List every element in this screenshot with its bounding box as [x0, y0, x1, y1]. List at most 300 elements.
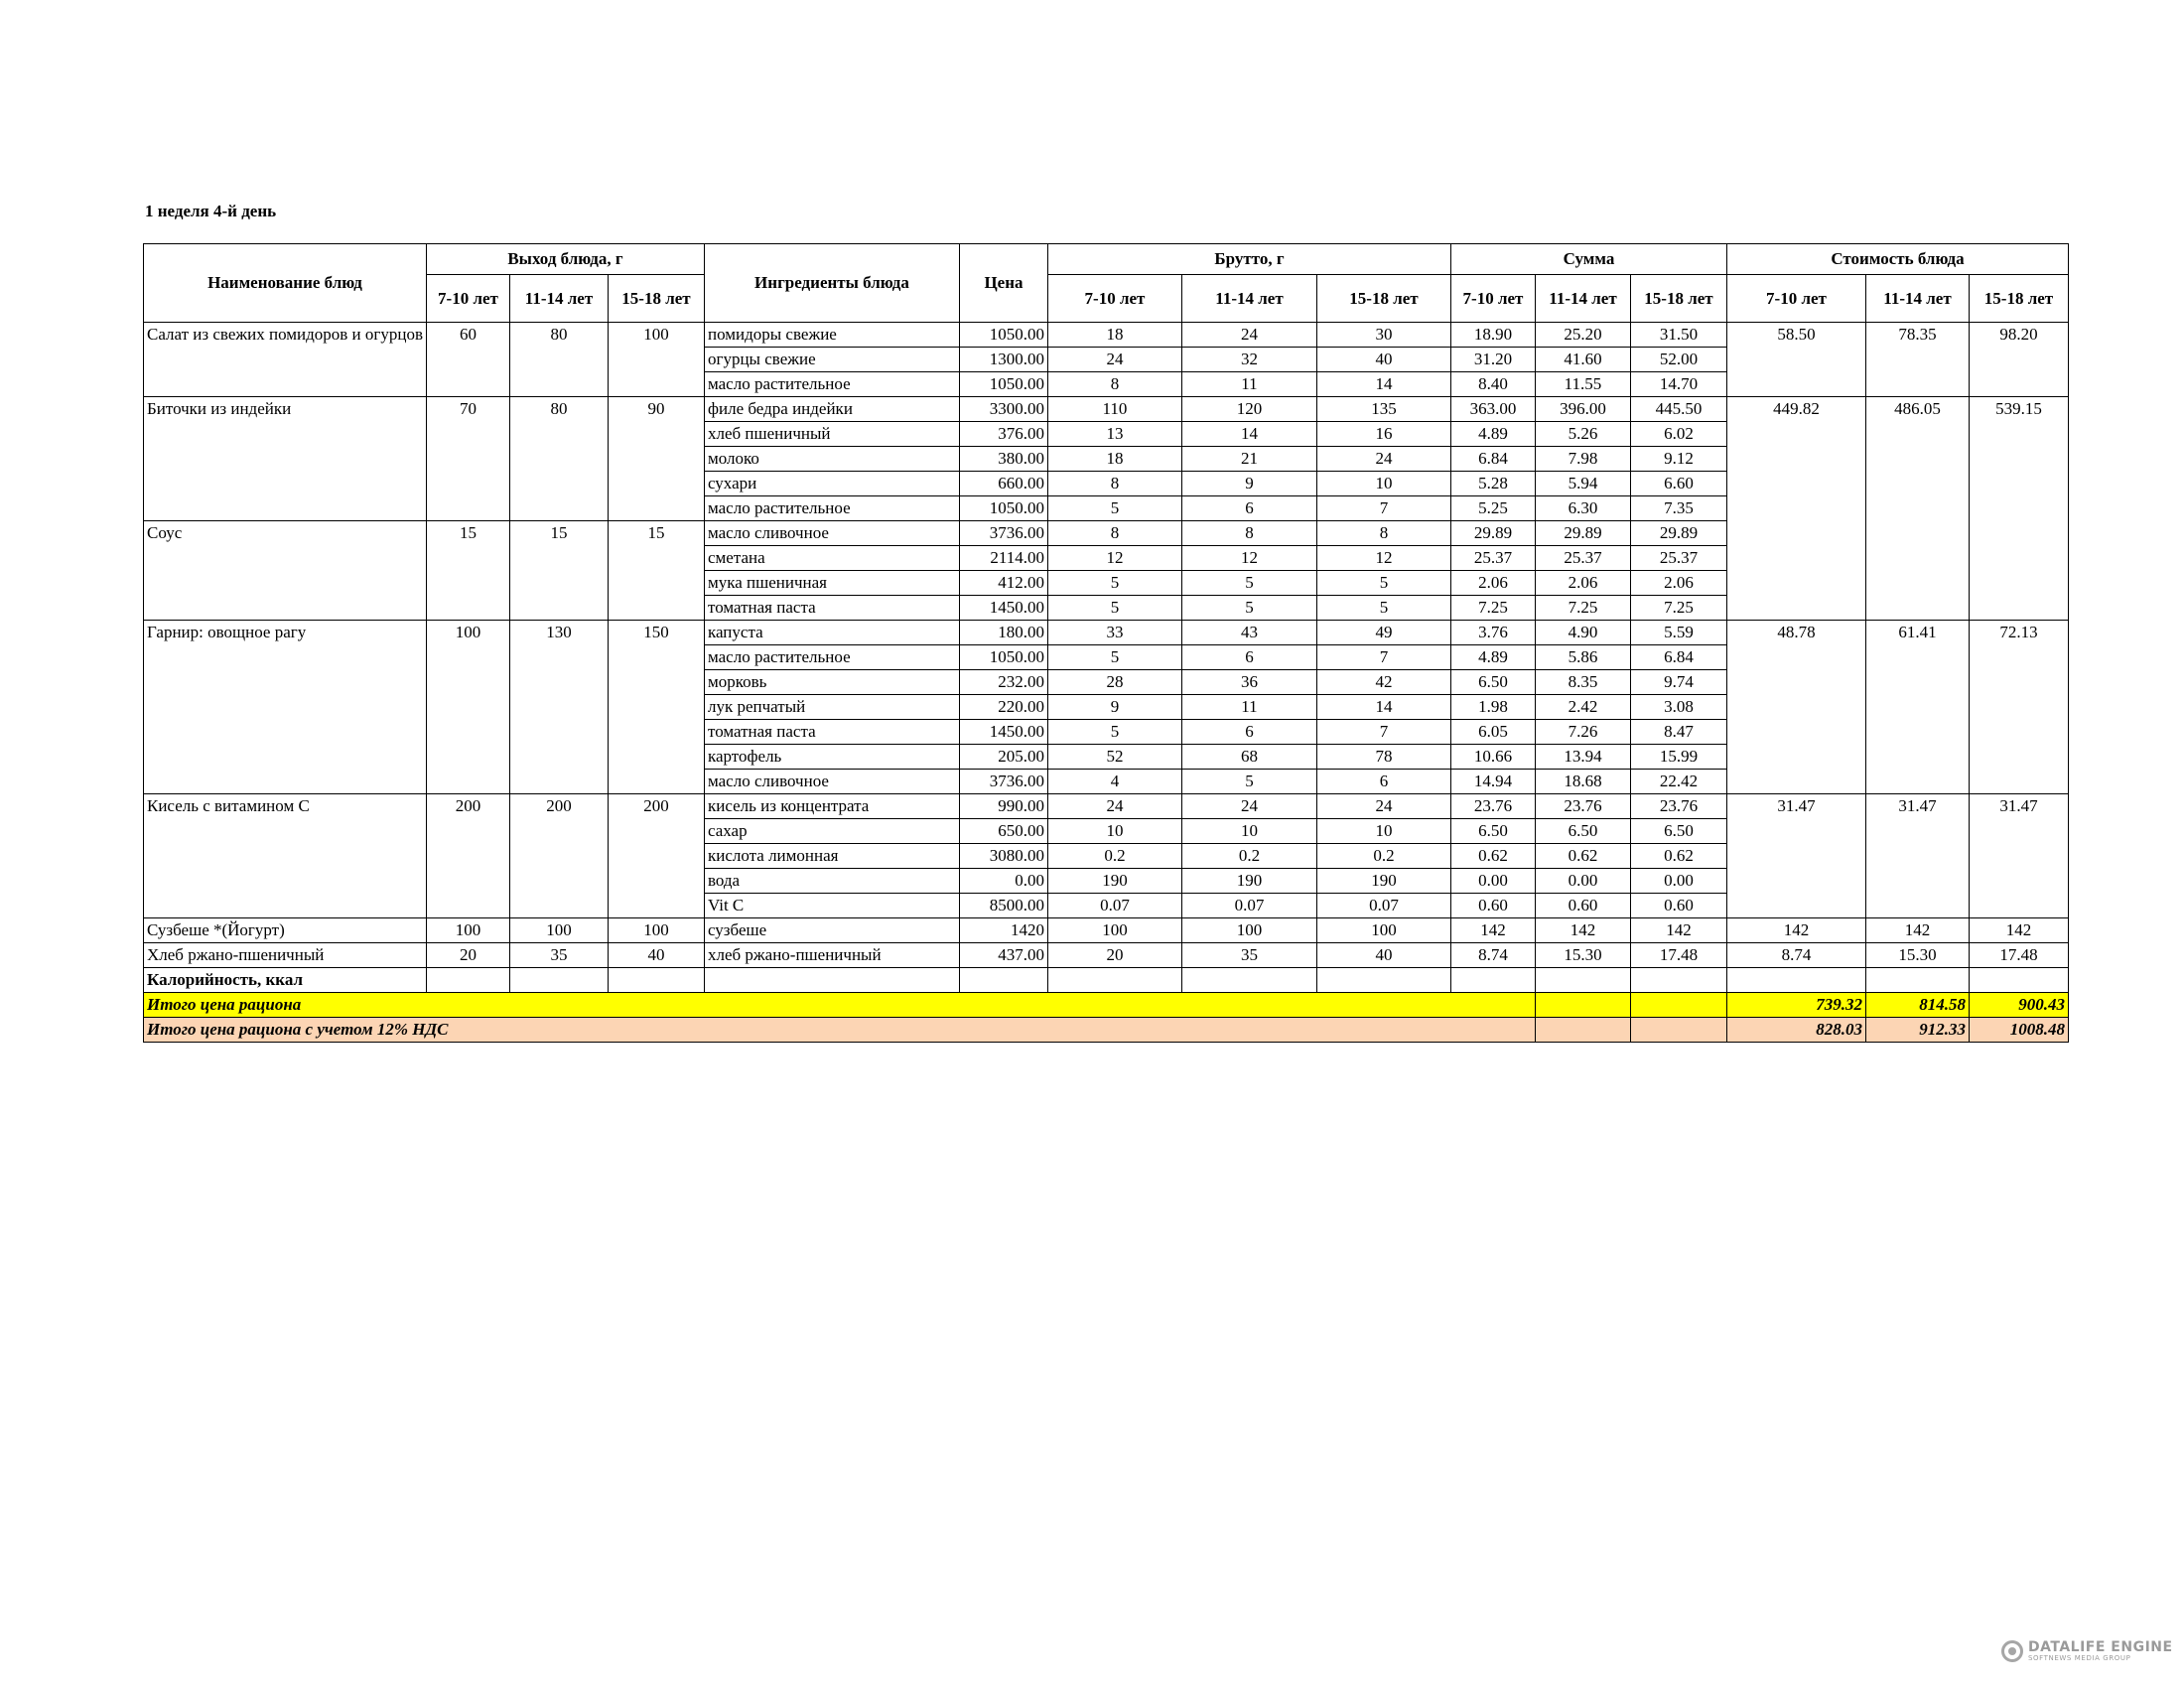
sum-cell: 3.76 [1450, 621, 1535, 645]
empty-cell [1630, 993, 1726, 1018]
gross-cell: 7 [1316, 496, 1450, 521]
sum-cell: 25.37 [1535, 546, 1630, 571]
sum-cell: 0.62 [1630, 844, 1726, 869]
sum-cell: 23.76 [1630, 794, 1726, 819]
output-cell: 70 [426, 397, 509, 521]
gross-cell: 10 [1047, 819, 1181, 844]
gross-cell: 5 [1047, 596, 1181, 621]
gross-cell: 8 [1316, 521, 1450, 546]
ingredient-name-cell: огурцы свежие [704, 348, 959, 372]
total-value-cell: 900.43 [1969, 993, 2068, 1018]
header-price: Цена [959, 244, 1047, 323]
sum-cell: 8.74 [1450, 943, 1535, 968]
sum-cell: 7.25 [1630, 596, 1726, 621]
output-cell: 100 [509, 918, 608, 943]
ingredient-price-cell: 650.00 [959, 819, 1047, 844]
empty-cell [1181, 968, 1316, 993]
sum-cell: 4.89 [1450, 645, 1535, 670]
empty-cell [1726, 968, 1865, 993]
dish-cost-cell: 61.41 [1865, 621, 1969, 794]
ingredient-name-cell: помидоры свежие [704, 323, 959, 348]
gross-cell: 5 [1047, 720, 1181, 745]
gross-cell: 0.2 [1316, 844, 1450, 869]
sum-cell: 6.50 [1450, 819, 1535, 844]
total-row [144, 1018, 2069, 1043]
ingredient-name-cell: филе бедра индейки [704, 397, 959, 422]
empty-cell [1047, 968, 1181, 993]
header-age-group: 7-10 лет [1047, 275, 1181, 323]
output-cell: 80 [509, 397, 608, 521]
gross-cell: 16 [1316, 422, 1450, 447]
ingredient-name-cell: мука пшеничная [704, 571, 959, 596]
gross-cell: 0.07 [1047, 894, 1181, 918]
total-value-cell: 828.03 [1726, 1018, 1865, 1043]
sum-cell: 8.35 [1535, 670, 1630, 695]
dish-cost-cell: 8.74 [1726, 943, 1865, 968]
gross-cell: 9 [1047, 695, 1181, 720]
ingredient-name-cell: сузбеше [704, 918, 959, 943]
empty-cell [1450, 968, 1535, 993]
gross-cell: 52 [1047, 745, 1181, 770]
output-cell: 150 [608, 621, 704, 794]
output-cell: 40 [608, 943, 704, 968]
gross-cell: 120 [1181, 397, 1316, 422]
output-cell: 60 [426, 323, 509, 397]
gross-cell: 7 [1316, 720, 1450, 745]
header-age-group: 15-18 лет [1316, 275, 1450, 323]
sum-cell: 5.86 [1535, 645, 1630, 670]
output-cell: 100 [608, 323, 704, 397]
gross-cell: 11 [1181, 372, 1316, 397]
sum-cell: 18.90 [1450, 323, 1535, 348]
empty-cell [1630, 968, 1726, 993]
ingredient-name-cell: масло сливочное [704, 770, 959, 794]
ingredient-price-cell: 1050.00 [959, 645, 1047, 670]
gross-cell: 8 [1181, 521, 1316, 546]
sum-cell: 2.06 [1535, 571, 1630, 596]
sum-cell: 29.89 [1535, 521, 1630, 546]
empty-cell [1535, 1018, 1630, 1043]
sum-cell: 0.60 [1450, 894, 1535, 918]
output-cell: 20 [426, 943, 509, 968]
gross-cell: 10 [1181, 819, 1316, 844]
header-age-group: 15-18 лет [1630, 275, 1726, 323]
sum-cell: 142 [1535, 918, 1630, 943]
sum-cell: 14.70 [1630, 372, 1726, 397]
ingredient-name-cell: картофель [704, 745, 959, 770]
gross-cell: 8 [1047, 521, 1181, 546]
ingredient-name-cell: томатная паста [704, 596, 959, 621]
gross-cell: 190 [1181, 869, 1316, 894]
total-value-cell: 912.33 [1865, 1018, 1969, 1043]
ingredient-price-cell: 3300.00 [959, 397, 1047, 422]
ingredient-price-cell: 1050.00 [959, 372, 1047, 397]
ingredient-price-cell: 1300.00 [959, 348, 1047, 372]
ingredient-price-cell: 180.00 [959, 621, 1047, 645]
sum-cell: 6.30 [1535, 496, 1630, 521]
sum-cell: 23.76 [1450, 794, 1535, 819]
gross-cell: 49 [1316, 621, 1450, 645]
gross-cell: 8 [1047, 372, 1181, 397]
gross-cell: 28 [1047, 670, 1181, 695]
header-age-group: 7-10 лет [426, 275, 509, 323]
header-age-group: 7-10 лет [1450, 275, 1535, 323]
header-age-group: 7-10 лет [1726, 275, 1865, 323]
empty-cell [1535, 993, 1630, 1018]
sum-cell: 1.98 [1450, 695, 1535, 720]
output-cell: 200 [608, 794, 704, 918]
ingredient-name-cell: сметана [704, 546, 959, 571]
sum-cell: 25.20 [1535, 323, 1630, 348]
sum-cell: 2.06 [1450, 571, 1535, 596]
sum-cell: 0.62 [1535, 844, 1630, 869]
datalife-engine-logo [2001, 1640, 2173, 1662]
output-cell: 15 [509, 521, 608, 621]
ingredient-name-cell: масло сливочное [704, 521, 959, 546]
gross-cell: 5 [1047, 496, 1181, 521]
gross-cell: 190 [1047, 869, 1181, 894]
sum-cell: 7.98 [1535, 447, 1630, 472]
gross-cell: 35 [1181, 943, 1316, 968]
sum-cell: 29.89 [1630, 521, 1726, 546]
output-cell: 100 [426, 621, 509, 794]
gross-cell: 6 [1181, 496, 1316, 521]
dish-name-cell: Кисель с витамином С [144, 794, 427, 918]
empty-cell [608, 968, 704, 993]
header-output: Выход блюда, г [426, 244, 704, 275]
gross-cell: 9 [1181, 472, 1316, 496]
sum-cell: 17.48 [1630, 943, 1726, 968]
table-row [144, 943, 2069, 968]
sum-cell: 6.50 [1535, 819, 1630, 844]
sum-cell: 396.00 [1535, 397, 1630, 422]
empty-cell [509, 968, 608, 993]
sum-cell: 0.62 [1450, 844, 1535, 869]
total-label: Итого цена рациона [144, 993, 1536, 1018]
sum-cell: 7.25 [1450, 596, 1535, 621]
gross-cell: 6 [1316, 770, 1450, 794]
ingredient-price-cell: 660.00 [959, 472, 1047, 496]
sum-cell: 5.59 [1630, 621, 1726, 645]
sum-cell: 6.60 [1630, 472, 1726, 496]
dish-cost-cell: 78.35 [1865, 323, 1969, 397]
ingredient-name-cell: масло растительное [704, 372, 959, 397]
gross-cell: 5 [1181, 571, 1316, 596]
dish-cost-cell: 449.82 [1726, 397, 1865, 621]
gross-cell: 24 [1316, 447, 1450, 472]
output-cell: 35 [509, 943, 608, 968]
gross-cell: 24 [1047, 794, 1181, 819]
output-cell: 100 [426, 918, 509, 943]
table-row [144, 397, 2069, 422]
sum-cell: 41.60 [1535, 348, 1630, 372]
sum-cell: 2.42 [1535, 695, 1630, 720]
gross-cell: 40 [1316, 943, 1450, 968]
sum-cell: 8.40 [1450, 372, 1535, 397]
gross-cell: 12 [1047, 546, 1181, 571]
gross-cell: 6 [1181, 720, 1316, 745]
total-value-cell: 1008.48 [1969, 1018, 2068, 1043]
sum-cell: 14.94 [1450, 770, 1535, 794]
ingredient-name-cell: томатная паста [704, 720, 959, 745]
gross-cell: 190 [1316, 869, 1450, 894]
header-sum: Сумма [1450, 244, 1726, 275]
empty-cell [1535, 968, 1630, 993]
dish-cost-cell: 31.47 [1726, 794, 1865, 918]
dish-cost-cell: 142 [1865, 918, 1969, 943]
sum-cell: 23.76 [1535, 794, 1630, 819]
ingredient-name-cell: капуста [704, 621, 959, 645]
ingredient-name-cell: масло растительное [704, 645, 959, 670]
sum-cell: 0.00 [1535, 869, 1630, 894]
sum-cell: 25.37 [1630, 546, 1726, 571]
gross-cell: 20 [1047, 943, 1181, 968]
ingredient-name-cell: кислота лимонная [704, 844, 959, 869]
gross-cell: 68 [1181, 745, 1316, 770]
empty-cell [704, 968, 959, 993]
sum-cell: 6.05 [1450, 720, 1535, 745]
output-cell: 200 [426, 794, 509, 918]
gross-cell: 0.07 [1181, 894, 1316, 918]
gross-cell: 33 [1047, 621, 1181, 645]
output-cell: 130 [509, 621, 608, 794]
empty-cell [1969, 968, 2068, 993]
ingredient-price-cell: 1050.00 [959, 496, 1047, 521]
gross-cell: 24 [1181, 323, 1316, 348]
sum-cell: 15.30 [1535, 943, 1630, 968]
ingredient-price-cell: 205.00 [959, 745, 1047, 770]
ingredient-price-cell: 1420 [959, 918, 1047, 943]
empty-cell [1865, 968, 1969, 993]
sum-cell: 5.25 [1450, 496, 1535, 521]
ingredient-price-cell: 3736.00 [959, 770, 1047, 794]
empty-cell [959, 968, 1047, 993]
gross-cell: 100 [1047, 918, 1181, 943]
dish-cost-cell: 31.47 [1969, 794, 2068, 918]
sum-cell: 10.66 [1450, 745, 1535, 770]
dish-name-cell: Хлеб ржано-пшеничный [144, 943, 427, 968]
ingredient-price-cell: 380.00 [959, 447, 1047, 472]
output-cell: 15 [608, 521, 704, 621]
dish-name-cell: Биточки из индейки [144, 397, 427, 521]
logo-main-text: DATALIFE ENGINE [2028, 1639, 2173, 1655]
total-value-cell: 814.58 [1865, 993, 1969, 1018]
gross-cell: 14 [1316, 372, 1450, 397]
dish-cost-cell: 142 [1726, 918, 1865, 943]
header-age-group: 11-14 лет [1181, 275, 1316, 323]
gross-cell: 100 [1181, 918, 1316, 943]
sum-cell: 142 [1450, 918, 1535, 943]
sum-cell: 6.02 [1630, 422, 1726, 447]
sum-cell: 15.99 [1630, 745, 1726, 770]
gross-cell: 0.07 [1316, 894, 1450, 918]
gross-cell: 5 [1047, 571, 1181, 596]
gross-cell: 18 [1047, 447, 1181, 472]
ingredient-name-cell: Vit C [704, 894, 959, 918]
header-age-group: 15-18 лет [1969, 275, 2068, 323]
ingredient-price-cell: 8500.00 [959, 894, 1047, 918]
gross-cell: 10 [1316, 472, 1450, 496]
sum-cell: 0.00 [1450, 869, 1535, 894]
sum-cell: 6.84 [1450, 447, 1535, 472]
sum-cell: 8.47 [1630, 720, 1726, 745]
header-age-group: 15-18 лет [608, 275, 704, 323]
sum-cell: 25.37 [1450, 546, 1535, 571]
output-cell: 80 [509, 323, 608, 397]
header-age-group: 11-14 лет [509, 275, 608, 323]
total-label: Итого цена рациона с учетом 12% НДС [144, 1018, 1536, 1043]
gross-cell: 5 [1316, 571, 1450, 596]
header-cost: Стоимость блюда [1726, 244, 2068, 275]
empty-cell [426, 968, 509, 993]
ingredient-price-cell: 232.00 [959, 670, 1047, 695]
empty-cell [1316, 968, 1450, 993]
dish-cost-cell: 142 [1969, 918, 2068, 943]
ingredient-name-cell: морковь [704, 670, 959, 695]
ingredient-price-cell: 376.00 [959, 422, 1047, 447]
sum-cell: 7.26 [1535, 720, 1630, 745]
ingredient-name-cell: кисель из концентрата [704, 794, 959, 819]
sum-cell: 4.89 [1450, 422, 1535, 447]
sum-cell: 445.50 [1630, 397, 1726, 422]
sum-cell: 9.12 [1630, 447, 1726, 472]
header-ingredients: Ингредиенты блюда [704, 244, 959, 323]
sum-cell: 18.68 [1535, 770, 1630, 794]
sum-cell: 0.60 [1630, 894, 1726, 918]
ingredient-name-cell: молоко [704, 447, 959, 472]
sum-cell: 7.25 [1535, 596, 1630, 621]
gross-cell: 135 [1316, 397, 1450, 422]
gross-cell: 100 [1316, 918, 1450, 943]
calories-row [144, 968, 2069, 993]
header-dish-name: Наименование блюд [144, 244, 427, 323]
dish-name-cell: Салат из свежих помидоров и огурцов [144, 323, 427, 397]
sum-cell: 142 [1630, 918, 1726, 943]
gross-cell: 43 [1181, 621, 1316, 645]
dish-cost-cell: 539.15 [1969, 397, 2068, 621]
sum-cell: 6.50 [1630, 819, 1726, 844]
sum-cell: 363.00 [1450, 397, 1535, 422]
ingredient-name-cell: лук репчатый [704, 695, 959, 720]
output-cell: 100 [608, 918, 704, 943]
gross-cell: 36 [1181, 670, 1316, 695]
header-age-group: 11-14 лет [1865, 275, 1969, 323]
ingredient-name-cell: масло растительное [704, 496, 959, 521]
gross-cell: 10 [1316, 819, 1450, 844]
gross-cell: 12 [1316, 546, 1450, 571]
gross-cell: 24 [1181, 794, 1316, 819]
table-row [144, 794, 2069, 819]
sum-cell: 0.00 [1630, 869, 1726, 894]
gross-cell: 8 [1047, 472, 1181, 496]
gross-cell: 30 [1316, 323, 1450, 348]
gross-cell: 21 [1181, 447, 1316, 472]
dish-cost-cell: 31.47 [1865, 794, 1969, 918]
sum-cell: 11.55 [1535, 372, 1630, 397]
gross-cell: 24 [1316, 794, 1450, 819]
gross-cell: 11 [1181, 695, 1316, 720]
gross-cell: 7 [1316, 645, 1450, 670]
table-body [144, 323, 2069, 1043]
gross-cell: 5 [1181, 596, 1316, 621]
sum-cell: 5.26 [1535, 422, 1630, 447]
sum-cell: 9.74 [1630, 670, 1726, 695]
ingredient-price-cell: 990.00 [959, 794, 1047, 819]
ingredient-name-cell: хлеб пшеничный [704, 422, 959, 447]
empty-cell [1630, 1018, 1726, 1043]
total-value-cell: 739.32 [1726, 993, 1865, 1018]
table-row [144, 621, 2069, 645]
gross-cell: 14 [1181, 422, 1316, 447]
gross-cell: 18 [1047, 323, 1181, 348]
dish-cost-cell: 58.50 [1726, 323, 1865, 397]
sum-cell: 5.94 [1535, 472, 1630, 496]
sum-cell: 13.94 [1535, 745, 1630, 770]
sum-cell: 6.84 [1630, 645, 1726, 670]
ingredient-name-cell: вода [704, 869, 959, 894]
sum-cell: 31.50 [1630, 323, 1726, 348]
gross-cell: 24 [1047, 348, 1181, 372]
menu-cost-table [143, 243, 2069, 1043]
header-age-group: 11-14 лет [1535, 275, 1630, 323]
ingredient-name-cell: сахар [704, 819, 959, 844]
ingredient-price-cell: 437.00 [959, 943, 1047, 968]
ingredient-price-cell: 1450.00 [959, 720, 1047, 745]
ingredient-price-cell: 412.00 [959, 571, 1047, 596]
dish-name-cell: Гарнир: овощное рагу [144, 621, 427, 794]
gross-cell: 0.2 [1181, 844, 1316, 869]
sum-cell: 3.08 [1630, 695, 1726, 720]
table-row [144, 918, 2069, 943]
gross-cell: 6 [1181, 645, 1316, 670]
sum-cell: 5.28 [1450, 472, 1535, 496]
dish-cost-cell: 98.20 [1969, 323, 2068, 397]
dish-cost-cell: 15.30 [1865, 943, 1969, 968]
ingredient-price-cell: 1050.00 [959, 323, 1047, 348]
ingredient-price-cell: 1450.00 [959, 596, 1047, 621]
dish-cost-cell: 72.13 [1969, 621, 2068, 794]
ingredient-name-cell: хлеб ржано-пшеничный [704, 943, 959, 968]
header-gross: Брутто, г [1047, 244, 1450, 275]
ingredient-price-cell: 3736.00 [959, 521, 1047, 546]
table-row [144, 323, 2069, 348]
gross-cell: 110 [1047, 397, 1181, 422]
ingredient-price-cell: 220.00 [959, 695, 1047, 720]
gross-cell: 4 [1047, 770, 1181, 794]
gross-cell: 14 [1316, 695, 1450, 720]
dish-cost-cell: 17.48 [1969, 943, 2068, 968]
dish-name-cell: Сузбеше *(Йогурт) [144, 918, 427, 943]
ingredient-price-cell: 2114.00 [959, 546, 1047, 571]
gross-cell: 78 [1316, 745, 1450, 770]
sum-cell: 29.89 [1450, 521, 1535, 546]
gross-cell: 5 [1316, 596, 1450, 621]
gross-cell: 12 [1181, 546, 1316, 571]
sum-cell: 22.42 [1630, 770, 1726, 794]
dish-cost-cell: 486.05 [1865, 397, 1969, 621]
dish-cost-cell: 48.78 [1726, 621, 1865, 794]
gross-cell: 32 [1181, 348, 1316, 372]
dish-name-cell: Соус [144, 521, 427, 621]
ingredient-price-cell: 3080.00 [959, 844, 1047, 869]
output-cell: 90 [608, 397, 704, 521]
output-cell: 200 [509, 794, 608, 918]
sum-cell: 6.50 [1450, 670, 1535, 695]
gross-cell: 13 [1047, 422, 1181, 447]
sum-cell: 52.00 [1630, 348, 1726, 372]
total-row [144, 993, 2069, 1018]
gross-cell: 42 [1316, 670, 1450, 695]
